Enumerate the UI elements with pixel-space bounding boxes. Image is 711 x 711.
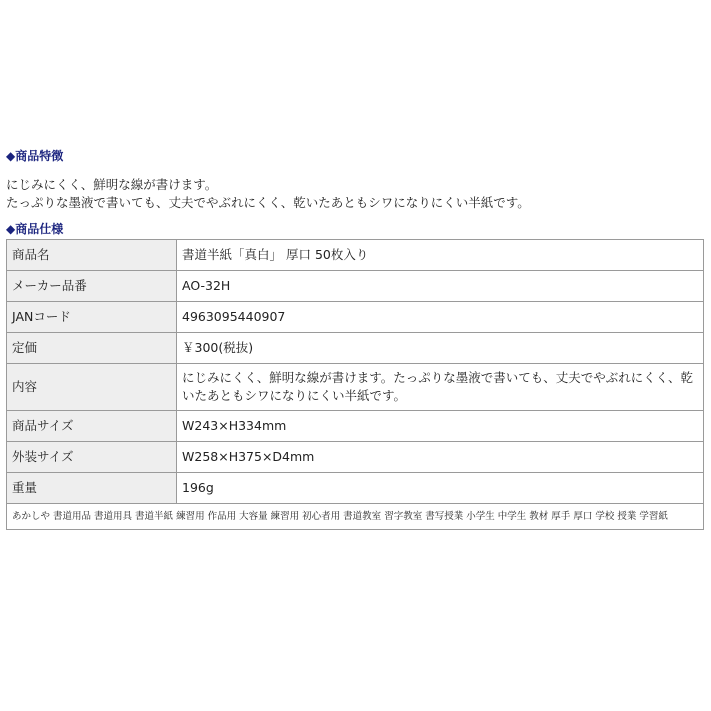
spec-value: にじみにくく、鮮明な線が書けます。たっぷりな墨液で書いても、丈夫でやぶれにくく、乾いたあともシワになりにくい半紙です。 — [177, 364, 704, 411]
spec-label: 商品名 — [7, 240, 177, 271]
features-description — [6, 176, 706, 212]
spec-row-product-name — [7, 240, 704, 271]
spec-value: 196g — [177, 473, 704, 504]
spec-row-price — [7, 333, 704, 364]
spec-row-tags — [7, 504, 704, 530]
spec-label: 商品サイズ — [7, 411, 177, 442]
search-tags: あかしや 書道用品 書道用具 書道半紙 練習用 作品用 大容量 練習用 初心者用 書道教室 習字教室 書写授業 小学生 中学生 教材 厚手 厚口 学校 授業 学習紙 — [7, 504, 704, 530]
spec-value: ￥300(税抜) — [177, 333, 704, 364]
spec-label: 重量 — [7, 473, 177, 504]
spec-label: 内容 — [7, 364, 177, 411]
spec-value: W243×H334mm — [177, 411, 704, 442]
spec-label: 外装サイズ — [7, 442, 177, 473]
spec-table — [6, 239, 704, 530]
spec-row-package-size — [7, 442, 704, 473]
spec-label: 定価 — [7, 333, 177, 364]
spec-label: JANコード — [7, 302, 177, 333]
spec-label: メーカー品番 — [7, 271, 177, 302]
features-line-2: たっぷりな墨液で書いても、丈夫でやぶれにくく、乾いたあともシワになりにくい半紙です。 — [6, 195, 530, 210]
spec-value: 書道半紙「真白」 厚口 50枚入り — [177, 240, 704, 271]
spec-row-maker-number — [7, 271, 704, 302]
spec-value: 4963095440907 — [177, 302, 704, 333]
spec-row-product-size — [7, 411, 704, 442]
spec-row-weight — [7, 473, 704, 504]
spec-row-jan-code — [7, 302, 704, 333]
spec-value: W258×H375×D4mm — [177, 442, 704, 473]
specs-heading: ◆商品仕様 — [6, 222, 64, 236]
features-line-1: にじみにくく、鮮明な線が書けます。 — [6, 177, 218, 192]
spec-row-contents — [7, 364, 704, 411]
features-heading: ◆商品特徴 — [6, 149, 64, 163]
spec-value: AO-32H — [177, 271, 704, 302]
